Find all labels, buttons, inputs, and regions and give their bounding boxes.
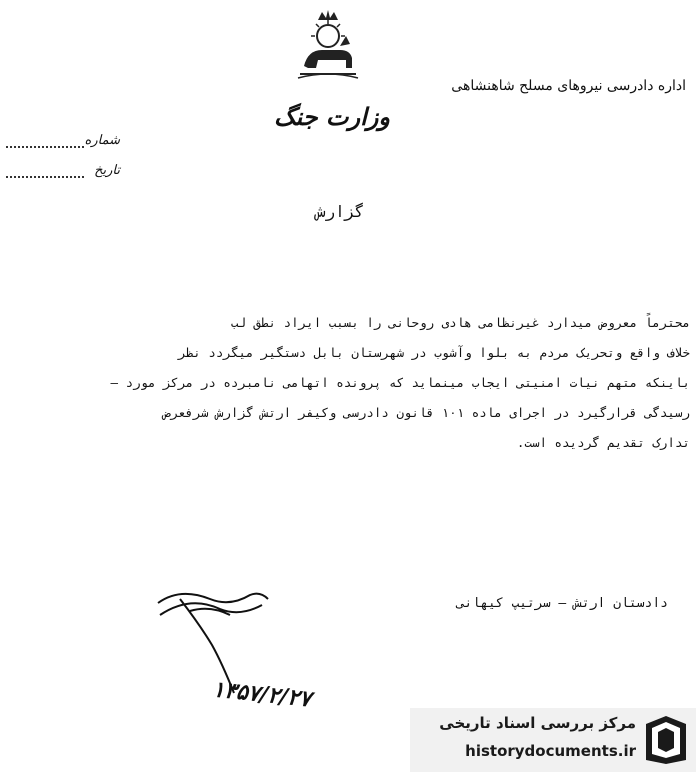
department-header: اداره دادرسی نیروهای مسلح شاهنشاهی — [451, 78, 686, 94]
report-line: خلاف واقع وتحریک مردم به بلوا وآشوب در شهرستان بابل دستگیر میگردد نظر — [178, 345, 690, 360]
report-body — [60, 308, 690, 458]
date-label: تاریخ — [94, 163, 120, 178]
report-line: تدارک تقدیم گردیده است. — [516, 435, 690, 450]
archive-watermark — [410, 708, 696, 772]
lion-and-sun-emblem-icon — [288, 6, 368, 86]
date-field — [20, 163, 120, 178]
report-line: باینکه متهم نیات امنیتی ایجاب مینماید که پرونده اتهامی نامبرده در مرکز مورد — — [110, 375, 690, 390]
watermark-url: historydocuments.ir — [465, 742, 636, 760]
number-dotted-line — [6, 146, 84, 148]
report-title: گزارش — [315, 202, 365, 221]
ministry-title: وزارت جنگ — [274, 102, 390, 131]
watermark-org-name: مرکز بررسی اسناد تاریخی — [439, 714, 636, 732]
report-line: محترماً معروض میدارد غیرنظامی هادی روحانی را بسبب ایراد نطق لب — [230, 315, 690, 330]
number-field — [20, 133, 120, 148]
date-dotted-line — [6, 176, 84, 178]
number-label: شماره — [84, 133, 120, 148]
handwritten-date: ۱۳۵۷/۲/۲۷ — [211, 676, 313, 713]
signer-title: دادستان ارتش — سرتیپ کیهانی — [456, 596, 668, 611]
report-line: رسیدگی قرارگیرد در اجرای ماده ۱۰۱ قانون دادرسی وکیفر ارتش گزارش شرفعرض — [163, 405, 690, 420]
book-logo-icon — [642, 714, 690, 766]
